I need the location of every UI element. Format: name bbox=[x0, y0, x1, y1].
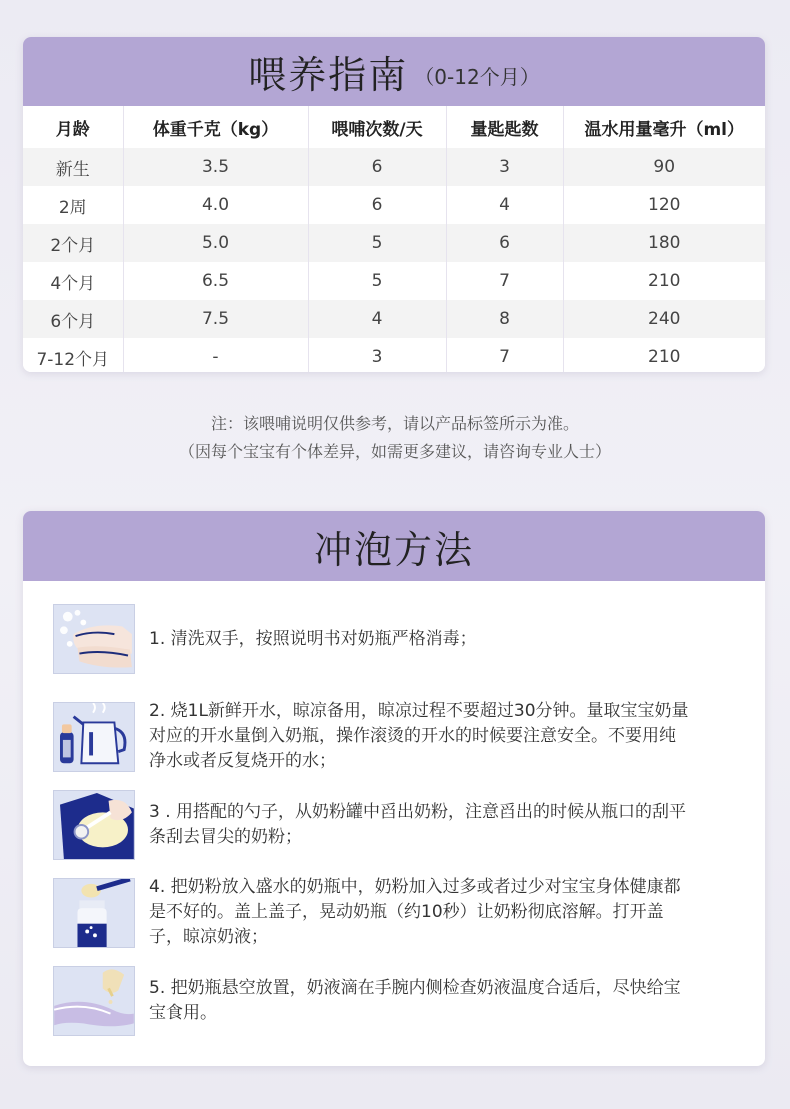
cell-water: 90 bbox=[563, 148, 765, 186]
cell-weight: - bbox=[123, 338, 308, 372]
step-text: 3 . 用搭配的勺子，从奶粉罐中舀出奶粉，注意舀出的时候从瓶口的刮平条刮去冒尖的奶粉； bbox=[149, 802, 687, 847]
cell-scoops: 6 bbox=[446, 224, 563, 262]
cell-age: 2周 bbox=[23, 186, 123, 224]
step-text: 4. 把奶粉放入盛水的奶瓶中，奶粉加入过多或者过少对宝宝身体健康都是不好的。盖上盖子，晃动奶瓶（约10秒）让奶粉彻底溶解。打开盖子，晾凉奶液； bbox=[149, 877, 681, 947]
table-row bbox=[23, 262, 765, 300]
header-water: 温水用量毫升（ml） bbox=[563, 106, 765, 148]
scoop-powder-icon bbox=[53, 790, 135, 860]
cell-feeds: 4 bbox=[308, 300, 446, 338]
feeding-guide-card bbox=[23, 37, 765, 372]
preparation-method-title: 冲泡方法 bbox=[313, 527, 474, 572]
step-4 bbox=[53, 875, 693, 950]
step-text: 5. 把奶瓶悬空放置，奶液滴在手腕内侧检查奶液温度合适后，尽快给宝宝食用。 bbox=[149, 978, 681, 1023]
cell-weight: 4.0 bbox=[123, 186, 308, 224]
cell-age: 新生 bbox=[23, 148, 123, 186]
table-row bbox=[23, 148, 765, 186]
kettle-icon bbox=[53, 702, 135, 772]
table-row bbox=[23, 338, 765, 372]
cell-water: 210 bbox=[563, 262, 765, 300]
feeding-guide-title: 喂养指南 bbox=[248, 53, 409, 97]
step-text: 1. 清洗双手，按照说明书对奶瓶严格消毒； bbox=[149, 628, 477, 649]
table-row bbox=[23, 186, 765, 224]
disclaimer-note-detail: （因每个宝宝有个体差异，如需更多建议，请咨询专业人士） bbox=[178, 442, 611, 461]
cell-age: 4个月 bbox=[23, 262, 123, 300]
table-header-row bbox=[23, 106, 765, 148]
step-1 bbox=[53, 604, 693, 674]
cell-scoops: 7 bbox=[446, 262, 563, 300]
cell-feeds: 3 bbox=[308, 338, 446, 372]
cell-feeds: 5 bbox=[308, 262, 446, 300]
wrist-test-icon bbox=[53, 966, 135, 1036]
cell-age: 2个月 bbox=[23, 224, 123, 262]
disclaimer-note: 注：该喂哺说明仅供参考，请以产品标签所示为准。 bbox=[210, 414, 579, 433]
step-2 bbox=[53, 699, 693, 774]
cell-water: 210 bbox=[563, 338, 765, 372]
cell-age: 6个月 bbox=[23, 300, 123, 338]
feeding-guide-subtitle: （0-12个月） bbox=[414, 65, 540, 89]
cell-feeds: 6 bbox=[308, 186, 446, 224]
table-row bbox=[23, 300, 765, 338]
step-3 bbox=[53, 790, 693, 860]
cell-weight: 6.5 bbox=[123, 262, 308, 300]
table-row bbox=[23, 224, 765, 262]
cell-scoops: 8 bbox=[446, 300, 563, 338]
cell-scoops: 4 bbox=[446, 186, 563, 224]
feeding-table bbox=[23, 106, 765, 372]
step-5 bbox=[53, 966, 693, 1036]
cell-water: 120 bbox=[563, 186, 765, 224]
header-feeds: 喂哺次数/天 bbox=[308, 106, 446, 148]
header-weight: 体重千克（kg） bbox=[123, 106, 308, 148]
cell-scoops: 7 bbox=[446, 338, 563, 372]
bottle-powder-icon bbox=[53, 878, 135, 948]
cell-water: 240 bbox=[563, 300, 765, 338]
cell-age: 7-12个月 bbox=[23, 338, 123, 372]
preparation-method-header bbox=[23, 511, 765, 581]
cell-water: 180 bbox=[563, 224, 765, 262]
cell-scoops: 3 bbox=[446, 148, 563, 186]
cell-feeds: 5 bbox=[308, 224, 446, 262]
cell-weight: 3.5 bbox=[123, 148, 308, 186]
header-age: 月龄 bbox=[23, 106, 123, 148]
step-text: 2. 烧1L新鲜开水，晾凉备用，晾凉过程不要超过30分钟。量取宝宝奶量对应的开水量倒入奶瓶，操作滚烫的开水的时候要注意安全。不要用纯净水或者反复烧开的水； bbox=[149, 701, 689, 771]
cell-feeds: 6 bbox=[308, 148, 446, 186]
header-scoops: 量匙匙数 bbox=[446, 106, 563, 148]
hand-washing-icon bbox=[53, 604, 135, 674]
cell-weight: 7.5 bbox=[123, 300, 308, 338]
cell-weight: 5.0 bbox=[123, 224, 308, 262]
feeding-guide-header bbox=[23, 37, 765, 106]
